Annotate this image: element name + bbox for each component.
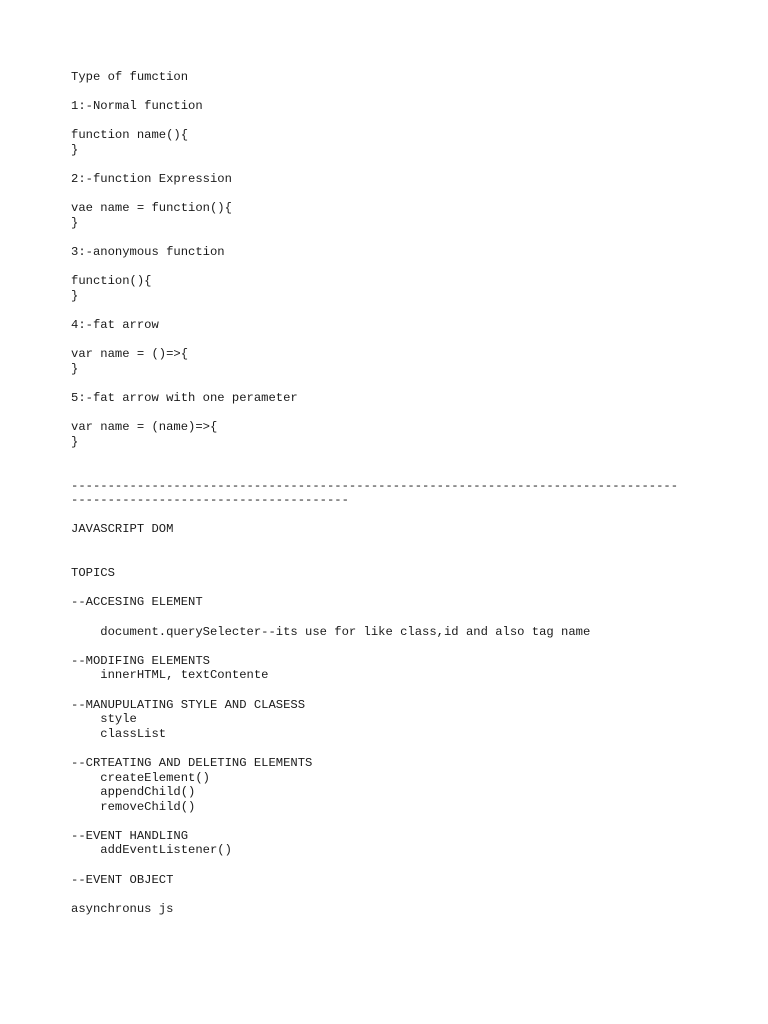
code-line: } xyxy=(71,215,79,230)
blank-line xyxy=(71,85,751,100)
topic-heading: --MODIFING ELEMENTS xyxy=(71,653,210,668)
topic-item: document.querySelecter--its use for like class,id and also tag name xyxy=(71,624,591,639)
code-line: } xyxy=(71,361,79,376)
topic-item: appendChild() xyxy=(71,785,196,800)
blank-line xyxy=(71,231,751,246)
topic-heading: --EVENT HANDLING xyxy=(71,828,189,843)
closing-line: asynchronus js xyxy=(71,901,174,916)
code-line: function name(){ xyxy=(71,128,189,143)
code-line: var name = (name)=>{ xyxy=(71,420,218,435)
blank-line xyxy=(71,449,751,464)
text-line: 3:-anonymous function xyxy=(71,245,225,260)
blank-line xyxy=(71,187,751,202)
text-line: 5:-fat arrow with one perameter xyxy=(71,391,298,406)
blank-line xyxy=(71,858,751,873)
topic-item: createElement() xyxy=(71,770,210,785)
code-line: var name = ()=>{ xyxy=(71,347,189,362)
text-line: 2:-function Expression xyxy=(71,172,232,187)
blank-line xyxy=(71,304,751,319)
blank-line xyxy=(71,260,751,275)
blank-line xyxy=(71,376,751,391)
text-line: Type of fumction xyxy=(71,70,189,84)
document-page xyxy=(71,70,751,916)
topic-item: removeChild() xyxy=(71,799,196,814)
blank-line xyxy=(71,814,751,829)
blank-line xyxy=(71,464,751,479)
blank-line xyxy=(71,683,751,698)
topic-heading: --EVENT OBJECT xyxy=(71,872,174,887)
blank-line xyxy=(71,552,751,567)
blank-line xyxy=(71,741,751,756)
section-heading: TOPICS xyxy=(71,566,115,581)
text-line: 4:-fat arrow xyxy=(71,318,159,333)
section-heading: JAVASCRIPT DOM xyxy=(71,522,174,537)
blank-line xyxy=(71,114,751,129)
topic-heading: --ACCESING ELEMENT xyxy=(71,595,203,610)
code-line: } xyxy=(71,288,79,303)
text-line: 1:-Normal function xyxy=(71,99,203,114)
divider-line: ----------------------------------------------------------------------------------- xyxy=(71,478,679,493)
divider-line: -------------------------------------- xyxy=(71,493,349,508)
blank-line xyxy=(71,639,751,654)
code-line: } xyxy=(71,434,79,449)
code-line: vae name = function(){ xyxy=(71,201,232,216)
topic-item: innerHTML, textContente xyxy=(71,668,269,683)
blank-line xyxy=(71,406,751,421)
topic-heading: --CRTEATING AND DELETING ELEMENTS xyxy=(71,755,313,770)
blank-line xyxy=(71,158,751,173)
topic-heading: --MANUPULATING STYLE AND CLASESS xyxy=(71,697,306,712)
blank-line xyxy=(71,333,751,348)
code-line: } xyxy=(71,142,79,157)
blank-line xyxy=(71,537,751,552)
topic-item: addEventListener() xyxy=(71,843,232,858)
blank-line xyxy=(71,887,751,902)
blank-line xyxy=(71,581,751,596)
blank-line xyxy=(71,508,751,523)
topic-item: classList xyxy=(71,726,167,741)
code-line: function(){ xyxy=(71,274,152,289)
topic-item: style xyxy=(71,712,137,727)
blank-line xyxy=(71,610,751,625)
